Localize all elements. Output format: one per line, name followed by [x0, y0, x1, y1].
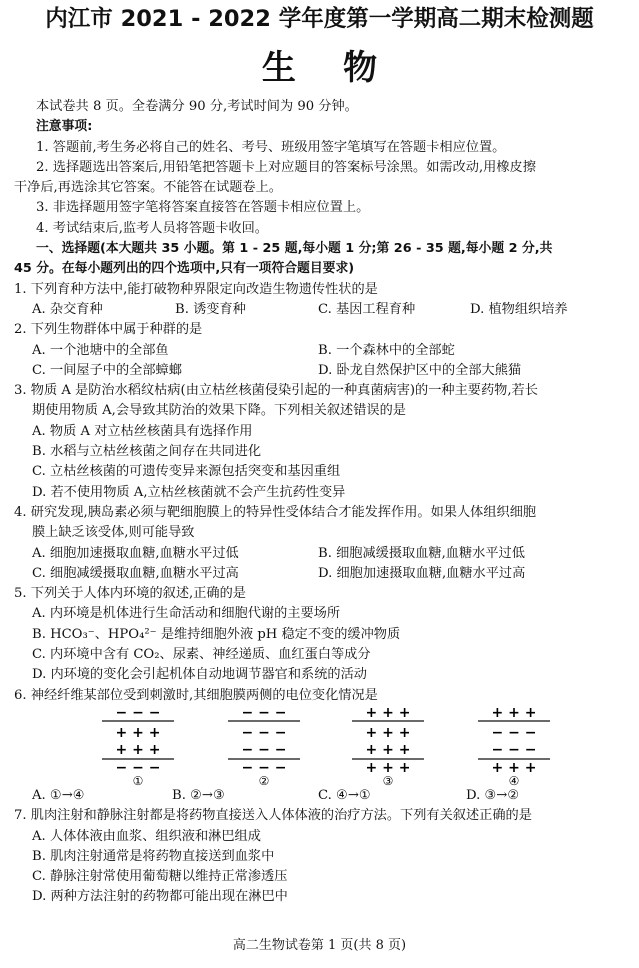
- section-heading: 一、选择题(本大题共 35 小题。第 1 - 25 题,每小题 1 分;第 26 - 35 题,每小题 2 分,共: [36, 241, 553, 257]
- membrane-diagram-2: [228, 706, 300, 786]
- exam-body: [14, 97, 628, 908]
- question-2-options: [14, 341, 628, 361]
- inner-charge: + + +: [365, 724, 411, 741]
- outer-charge: − − −: [115, 759, 161, 776]
- question-2-stem: 2. 下列生物群体中属于种群的是: [14, 322, 203, 338]
- option-c: C. 立枯丝核菌的可遗传变异来源包括突变和基因重组: [32, 464, 341, 480]
- membrane-diagram-svg: [102, 706, 174, 786]
- question-5-stem: 5. 下列关于人体内环境的叙述,正确的是: [14, 586, 246, 602]
- inner-charge: − − −: [491, 741, 537, 758]
- option-b: B. 诱变育种: [175, 301, 246, 317]
- question-4-options: [14, 544, 628, 564]
- option-a: A. 一个池塘中的全部鱼: [32, 342, 169, 358]
- membrane-potential-diagrams: [14, 706, 628, 786]
- option-c: C. 一间屋子中的全部蟑螂: [32, 362, 182, 378]
- inner-charge: − − −: [491, 724, 537, 741]
- option-d: D. 植物组织培养: [470, 301, 568, 317]
- outer-charge: + + +: [365, 759, 411, 776]
- note-item: 3. 非选择题用签字笔将答案直接答在答题卡相应位置上。: [36, 200, 370, 216]
- question-3-stem-cont: 期使用物质 A,会导致其防治的效果下降。下列相关叙述错误的是: [32, 403, 406, 419]
- option-a: A. 杂交育种: [32, 301, 103, 317]
- option-c: C. 内环境中含有 CO₂、尿素、神经递质、血红蛋白等成分: [32, 647, 371, 663]
- option-b: B. ②→③: [172, 787, 225, 803]
- question-3-stem: 3. 物质 A 是防治水稻纹枯病(由立枯丝核菌侵染引起的一种真菌病害)的一种主要药物,若长: [14, 383, 538, 399]
- option-b: B. 细胞减缓摄取血糖,血糖水平过低: [318, 545, 525, 561]
- diagram-label: ①: [132, 773, 144, 786]
- note-item: 4. 考试结束后,监考人员将答题卡收回。: [36, 220, 268, 236]
- option-c: C. 基因工程育种: [318, 301, 416, 317]
- diagram-label: ②: [258, 773, 270, 786]
- notes-heading: 注意事项:: [36, 119, 93, 135]
- option-d: D. 内环境的变化会引起机体自动地调节器官和系统的活动: [32, 667, 367, 683]
- outer-charge: − − −: [115, 705, 161, 721]
- option-a: A. 细胞加速摄取血糖,血糖水平过低: [32, 545, 239, 561]
- option-a: A. 人体体液由血浆、组织液和淋巴组成: [32, 828, 261, 844]
- option-c: C. ④→①: [318, 787, 371, 803]
- question-1-options: [14, 300, 628, 320]
- diagram-label: ④: [508, 773, 520, 786]
- option-d: D. 卧龙自然保护区中的全部大熊猫: [318, 362, 522, 378]
- option-d: D. 若不使用物质 A,立枯丝核菌就不会产生抗药性变异: [32, 484, 346, 500]
- option-d: D. 两种方法注射的药物都可能出现在淋巴中: [32, 889, 288, 905]
- option-b: B. 水稻与立枯丝核菌之间存在共同进化: [32, 444, 262, 460]
- option-d: D. ③→②: [466, 787, 520, 803]
- question-2-options-2: [14, 361, 628, 381]
- inner-charge: + + +: [115, 724, 161, 741]
- outer-charge: + + +: [365, 705, 411, 721]
- question-4-options-2: [14, 564, 628, 584]
- membrane-diagram-4: [478, 706, 550, 786]
- inner-charge: + + +: [115, 741, 161, 758]
- membrane-diagram-svg: [228, 706, 300, 786]
- diagram-label: ③: [382, 773, 394, 786]
- question-4-stem: 4. 研究发现,胰岛素必须与靶细胞膜上的特异性受体结合才能发挥作用。如果人体组织细胞: [14, 504, 537, 520]
- outer-charge: + + +: [491, 759, 537, 776]
- option-a: A. ①→④: [32, 787, 85, 803]
- option-c: C. 细胞减缓摄取血糖,血糖水平过高: [32, 565, 239, 581]
- note-item: 2. 选择题选出答案后,用铅笔把答题卡上对应题目的答案标号涂黑。如需改动,用橡皮擦: [36, 159, 536, 175]
- option-b: B. 肌肉注射通常是将药物直接送到血浆中: [32, 848, 275, 864]
- question-4-stem-cont: 膜上缺乏该受体,则可能导致: [32, 525, 195, 541]
- option-b: B. 一个森林中的全部蛇: [318, 342, 455, 358]
- note-item: 干净后,再选涂其它答案。不能答在试题卷上。: [14, 180, 282, 196]
- note-item: 1. 答题前,考生务必将自己的姓名、考号、班级用签字笔填写在答题卡相应位置。: [36, 139, 506, 155]
- option-a: A. 物质 A 对立枯丝核菌具有选择作用: [32, 423, 253, 439]
- membrane-diagram-3: [352, 706, 424, 786]
- section-heading-cont: 45 分。在每小题列出的四个选项中,只有一项符合题目要求): [14, 261, 355, 277]
- outer-charge: − − −: [241, 705, 287, 721]
- option-a: A. 内环境是机体进行生命活动和细胞代谢的主要场所: [32, 606, 341, 622]
- outer-charge: − − −: [241, 759, 287, 776]
- question-6-options: [14, 786, 628, 806]
- option-c: C. 静脉注射常使用葡萄糖以维持正常渗透压: [32, 869, 288, 885]
- outer-charge: + + +: [491, 705, 537, 721]
- question-1-stem: 1. 下列育种方法中,能打破物种界限定向改造生物遗传性状的是: [14, 281, 378, 297]
- option-d: D. 细胞加速摄取血糖,血糖水平过高: [318, 565, 526, 581]
- membrane-diagram-svg: [478, 706, 550, 786]
- inner-charge: + + +: [365, 741, 411, 758]
- option-b: B. HCO₃⁻、HPO₄²⁻ 是维持细胞外液 pH 稳定不变的缓冲物质: [32, 626, 401, 642]
- membrane-diagram-1: [102, 706, 174, 786]
- exam-title: 内江市 2021 - 2022 学年度第一学期高二期末检测题: [45, 6, 594, 32]
- intro-text: 本试卷共 8 页。全卷满分 90 分,考试时间为 90 分钟。: [36, 99, 358, 114]
- membrane-diagram-svg: [352, 706, 424, 786]
- page-footer: 高二生物试卷第 1 页(共 8 页): [232, 938, 407, 953]
- inner-charge: − − −: [241, 724, 287, 741]
- question-6-stem: 6. 神经纤维某部位受到刺激时,其细胞膜两侧的电位变化情况是: [14, 687, 378, 703]
- subject-title: 生 物: [261, 48, 378, 88]
- inner-charge: − − −: [241, 741, 287, 758]
- question-7-stem: 7. 肌肉注射和静脉注射都是将药物直接送入人体体液的治疗方法。下列有关叙述正确的是: [14, 808, 532, 824]
